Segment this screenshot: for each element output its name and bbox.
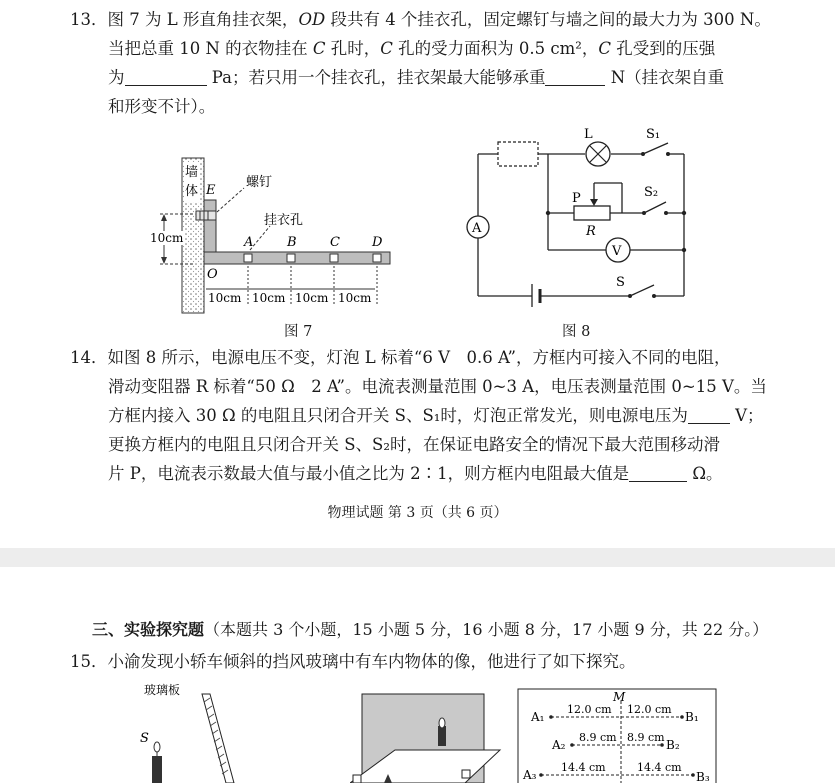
section-3-heading <box>92 617 768 640</box>
q13-line-2: 当把总重 10 N 的衣物挂在 C 孔时，C 孔的受力面积为 0.5 cm²，C 孔受到的压强 <box>108 39 716 58</box>
screw <box>196 211 216 220</box>
height-label: 10cm <box>150 231 184 245</box>
glass-plate-figure <box>130 680 260 783</box>
q14-line-4: 更换方框内的电阻且只闭合开关 S、S₂时，在保证电路安全的情况下最大范围移动滑 <box>108 435 720 454</box>
row2-right-distance: 8.9 cm <box>627 731 665 744</box>
row3-right-distance: 14.4 cm <box>637 761 682 774</box>
page-footer: 物理试题 第 3 页（共 6 页） <box>327 505 508 521</box>
hole-C <box>330 254 338 262</box>
label-S2: S₂ <box>644 185 659 200</box>
figure-7-hanger-diagram <box>140 148 410 318</box>
q13-line-3: 为 Pa；若只用一个挂衣孔，挂衣架最大能够承重 N（挂衣架自重 <box>108 68 725 87</box>
hole-D <box>373 254 381 262</box>
question-15: 15．小渝发现小轿车倾斜的挡风玻璃中有车内物体的像，他进行了如下探究。 <box>70 652 636 671</box>
hole-label: 挂衣孔 <box>264 213 304 228</box>
label-A: A <box>244 235 254 250</box>
answer-blank-max-load[interactable] <box>545 67 605 86</box>
label-L: L <box>584 127 593 142</box>
source-label-S: S <box>140 731 149 746</box>
label-O: O <box>207 267 218 282</box>
row1-left-distance: 12.0 cm <box>567 703 612 716</box>
label-B: B <box>287 235 297 250</box>
point-B3: B₃ <box>696 770 710 783</box>
q14-line-3: 方框内接入 30 Ω 的电阻且只闭合开关 S、S₁时，灯泡正常发光，则电源电压为 V； <box>108 406 764 425</box>
hole-B <box>287 254 295 262</box>
resistor-box <box>498 142 538 166</box>
glass-plate <box>202 694 234 783</box>
question-13 <box>70 5 810 121</box>
segment-AB: 10cm <box>252 291 286 305</box>
label-E: E <box>206 183 216 198</box>
measurement-sheet-figure <box>517 687 717 783</box>
label-S: S <box>616 275 625 290</box>
rheostat-R <box>574 206 610 220</box>
point-A3: A₃ <box>523 768 537 782</box>
row3-left-distance: 14.4 cm <box>561 761 606 774</box>
question-14 <box>70 343 810 488</box>
segment-CD: 10cm <box>338 291 372 305</box>
point-A2: A₂ <box>552 738 566 752</box>
row1-right-distance: 12.0 cm <box>627 703 672 716</box>
answer-blank-resistance[interactable] <box>629 463 687 482</box>
q13-line-1: 13．图 7 为 L 形直角挂衣架，OD 段共有 4 个挂衣孔，固定螺钉与墙之间的最大力为 300 N。 <box>70 10 771 29</box>
q13-line-4: 和形变不计）。 <box>108 97 216 116</box>
screw-label: 螺钉 <box>246 175 273 190</box>
candle <box>152 756 162 783</box>
glass-plate-label: 玻璃板 <box>144 683 181 697</box>
q14-line-5: 片 P，电流表示数最大值与最小值之比为 2∶1，则方框内电阻最大值是 Ω。 <box>108 464 723 483</box>
answer-blank-voltage[interactable] <box>688 405 730 424</box>
point-B1: B₁ <box>685 710 699 724</box>
label-M: M <box>613 690 626 704</box>
hanger-horizontal-arm <box>204 252 390 264</box>
label-R: R <box>586 224 596 239</box>
q14-line-2: 滑动变阻器 R 标着“50 Ω 2 A”。电流表测量范围 0~3 A，电压表测量范围 0~15 V。当 <box>108 377 767 396</box>
q14-line-1: 14．如图 8 所示，电源电压不变，灯泡 L 标着“6 V 0.6 A”，方框内可接入不同的电阻， <box>70 348 731 367</box>
row2-left-distance: 8.9 cm <box>579 731 617 744</box>
section-desc: （本题共 3 个小题，15 小题 5 分，16 小题 8 分，17 小题 9 分，共 22 分。） <box>204 620 769 639</box>
figure-8-circuit-diagram <box>458 122 698 307</box>
figure-8-caption: 图 8 <box>562 324 591 340</box>
q14-number: 14． <box>70 348 108 367</box>
label-P: P <box>572 191 581 206</box>
section-title: 三、实验探究题 <box>92 620 205 639</box>
segment-BC: 10cm <box>295 291 329 305</box>
hole-A <box>244 254 252 262</box>
label-S1: S₁ <box>646 127 661 142</box>
answer-blank-pressure[interactable] <box>125 67 207 86</box>
segment-OA: 10cm <box>208 291 242 305</box>
q13-number: 13． <box>70 10 108 29</box>
exam-page-4 <box>0 567 835 783</box>
label-ammeter: A <box>472 221 482 236</box>
label-C: C <box>330 235 340 250</box>
label-D: D <box>372 235 383 250</box>
wall-label-1: 墙 <box>185 165 199 180</box>
experiment-setup-figure <box>350 690 505 783</box>
point-A1: A₁ <box>531 710 545 724</box>
wall-label-2: 体 <box>185 184 199 199</box>
label-voltmeter: V <box>612 244 622 259</box>
figure-7-caption: 图 7 <box>284 324 313 340</box>
point-B2: B₂ <box>666 738 680 752</box>
q15-number: 15． <box>70 652 108 671</box>
